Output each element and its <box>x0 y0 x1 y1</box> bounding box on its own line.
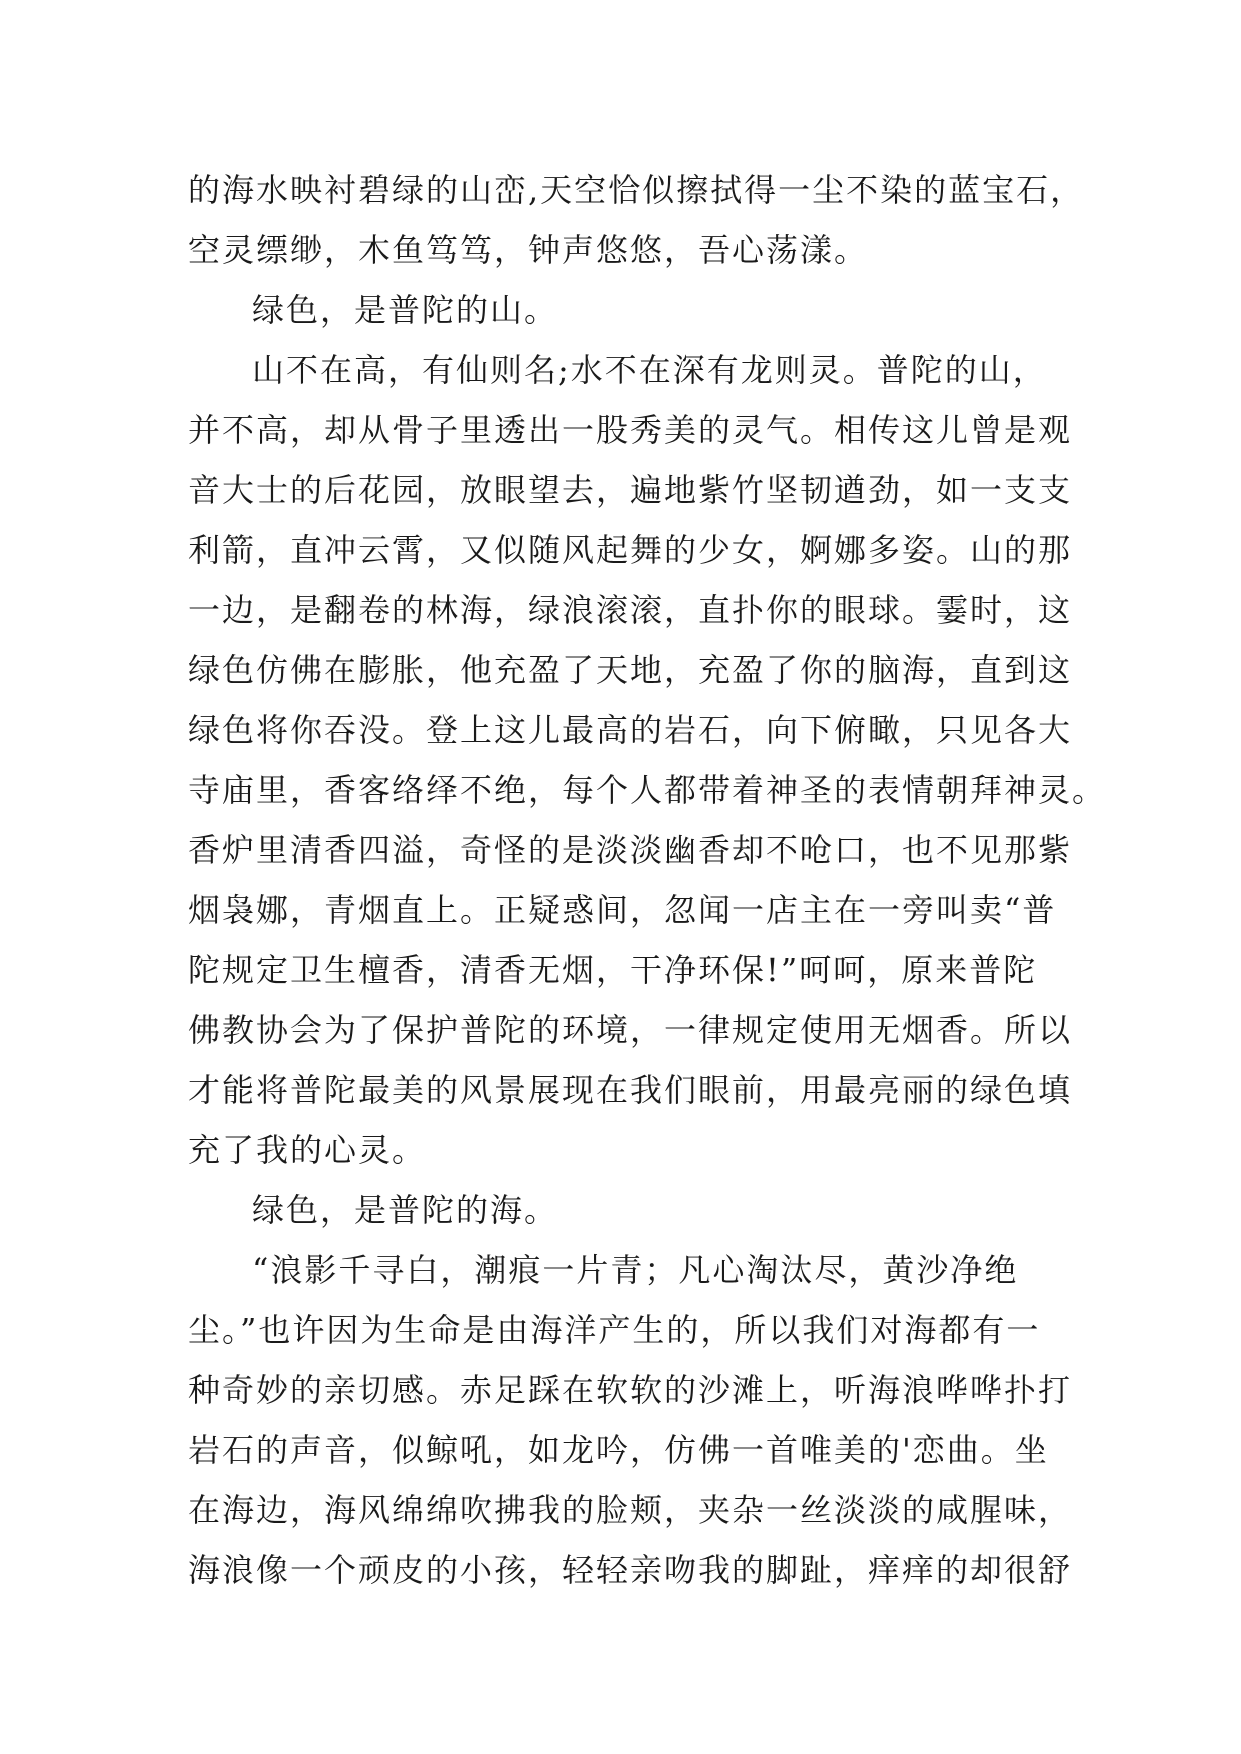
text-line: 才能将普陀最美的风景展现在我们眼前，用最亮丽的绿色填 <box>188 1071 1073 1109</box>
text-line: 充了我的心灵。 <box>188 1131 427 1169</box>
text-line: 种奇妙的亲切感。赤足踩在软软的沙滩上，听海浪哗哗扑打 <box>188 1371 1073 1409</box>
text-line: 烟袅娜，青烟直上。正疑惑间，忽闻一店主在一旁叫卖“普 <box>188 891 1057 929</box>
text-line: 尘。”也许因为生命是由海洋产生的，所以我们对海都有一 <box>188 1311 1041 1349</box>
text-line: 的海水映衬碧绿的山峦,天空恰似擦拭得一尘不染的蓝宝石， <box>188 171 1085 209</box>
text-line: 岩石的声音，似鲸吼，如龙吟，仿佛一首唯美的'恋曲。坐 <box>188 1431 1049 1469</box>
text-line: 海浪像一个顽皮的小孩，轻轻亲吻我的脚趾，痒痒的却很舒 <box>188 1551 1073 1589</box>
text-line: 山不在高，有仙则名;水不在深有龙则灵。普陀的山， <box>252 351 1047 389</box>
text-line: 绿色将你吞没。登上这儿最高的岩石，向下俯瞰，只见各大 <box>188 711 1073 749</box>
body-text <box>188 160 1107 1600</box>
text-line: 陀规定卫生檀香，清香无烟，干净环保!”呵呵，原来普陀 <box>188 951 1038 989</box>
paragraph-heading: 绿色，是普陀的山。 <box>252 291 559 329</box>
text-line: 佛教协会为了保护普陀的环境，一律规定使用无烟香。所以 <box>188 1011 1073 1049</box>
text-line: “浪影千寻白，潮痕一片青；凡心淘汰尽，黄沙净绝 <box>252 1251 1019 1289</box>
text-line: 香炉里清香四溢，奇怪的是淡淡幽香却不呛口，也不见那紫 <box>188 831 1073 869</box>
paragraph-heading: 绿色，是普陀的海。 <box>252 1191 559 1229</box>
text-line: 绿色仿佛在膨胀，他充盈了天地，充盈了你的脑海，直到这 <box>188 651 1073 689</box>
text-line: 一边，是翻卷的林海，绿浪滚滚，直扑你的眼球。霎时，这 <box>188 591 1073 629</box>
text-line: 利箭，直冲云霄，又似随风起舞的少女，婀娜多姿。山的那 <box>188 531 1073 569</box>
text-line: 并不高，却从骨子里透出一股秀美的灵气。相传这儿曾是观 <box>188 411 1073 449</box>
text-line: 寺庙里，香客络绎不绝，每个人都带着神圣的表情朝拜神灵。 <box>188 771 1107 809</box>
text-line: 在海边，海风绵绵吹拂我的脸颊，夹杂一丝淡淡的咸腥味， <box>188 1491 1073 1529</box>
text-line: 空灵缥缈，木鱼笃笃，钟声悠悠，吾心荡漾。 <box>188 231 869 269</box>
text-line: 音大士的后花园，放眼望去，遍地紫竹坚韧遒劲，如一支支 <box>188 471 1073 509</box>
